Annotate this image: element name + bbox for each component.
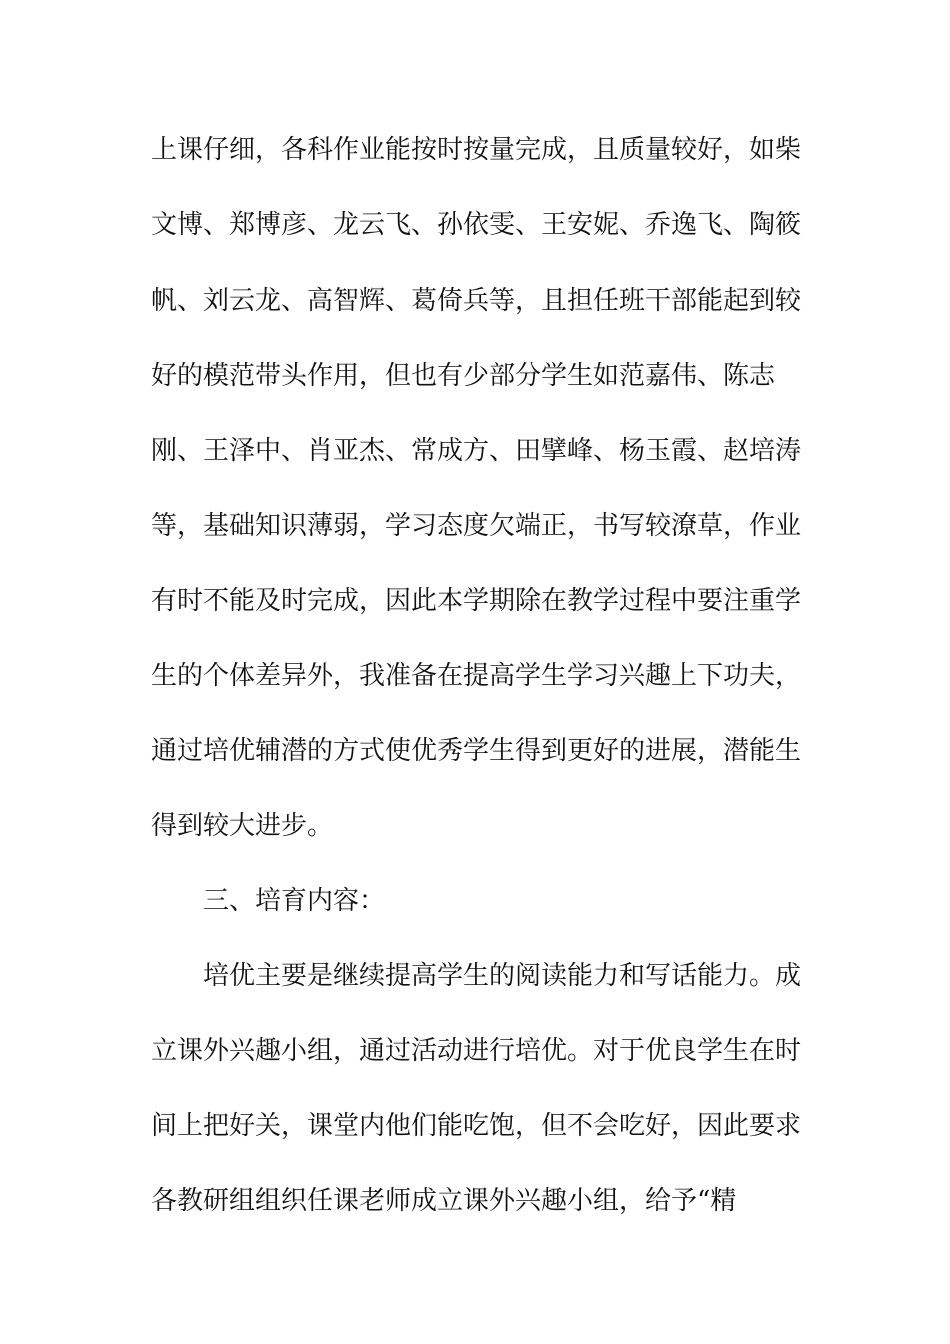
text-line-5: 刚、王泽中、肖亚杰、常成方、田擘峰、杨玉霞、赵培涛 xyxy=(151,436,802,466)
text-line-9: 通过培优辅潜的方式使优秀学生得到更好的进展，潜能生 xyxy=(151,736,802,766)
section-heading: 三、培育内容： xyxy=(203,886,386,916)
text-line-3: 帆、刘云龙、高智辉、葛倚兵等，且担任班干部能起到较 xyxy=(151,286,802,316)
text-line-7: 有时不能及时完成，因此本学期除在教学过程中要注重学 xyxy=(151,586,802,616)
text-line-4: 好的模范带头作用，但也有少部分学生如范嘉伟、陈志 xyxy=(151,361,776,391)
text-line-14: 间上把好关，课堂内他们能吃饱，但不会吃好，因此要求 xyxy=(151,1111,802,1141)
text-line-15: 各教研组组织任课老师成立课外兴趣小组，给予“精 xyxy=(151,1186,737,1216)
text-line-2: 文博、郑博彦、龙云飞、孙依雯、王安妮、乔逸飞、陶筱 xyxy=(151,210,802,240)
text-line-1: 上课仔细，各科作业能按时按量完成，且质量较好，如柴 xyxy=(151,135,802,165)
text-line-12: 培优主要是继续提高学生的阅读能力和写话能力。成 xyxy=(203,961,802,991)
text-line-6: 等，基础知识薄弱，学习态度欠端正，书写较潦草，作业 xyxy=(151,511,802,541)
text-line-13: 立课外兴趣小组，通过活动进行培优。对于优良学生在时 xyxy=(151,1036,802,1066)
text-line-10: 得到较大进步。 xyxy=(151,811,334,841)
text-line-8: 生的个体差异外，我准备在提高学生学习兴趣上下功夫， xyxy=(151,661,802,691)
